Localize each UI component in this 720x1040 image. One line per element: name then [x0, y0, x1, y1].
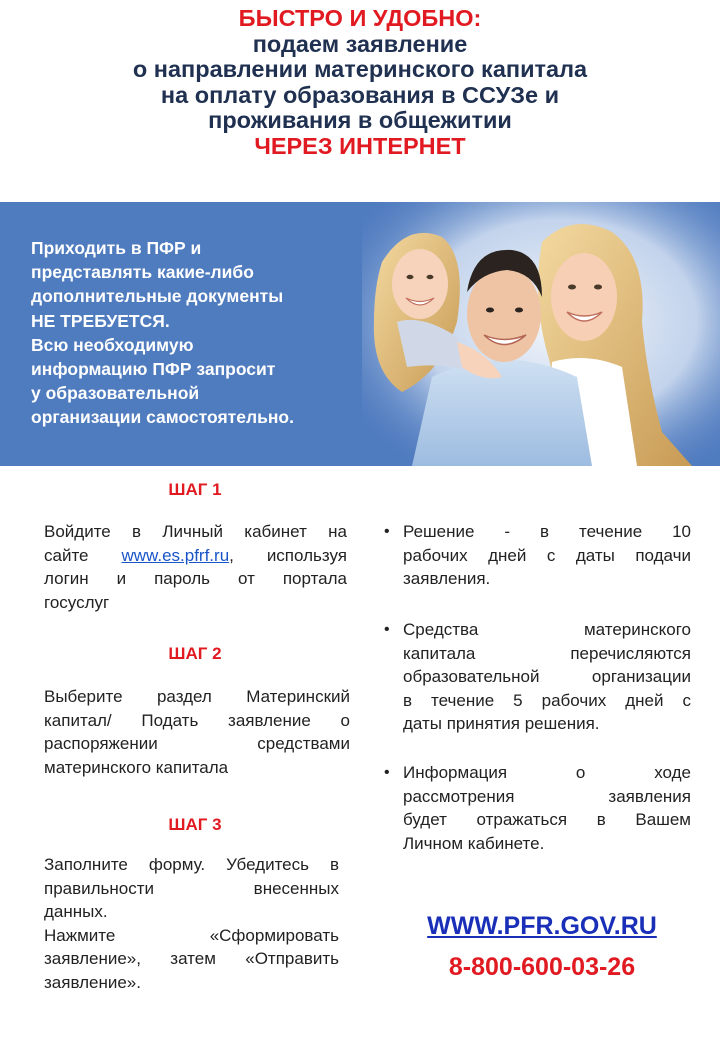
step-1-text [44, 520, 347, 614]
hotline-phone: 8-800-600-03-26 [448, 953, 636, 981]
step-1-line: логин и пароль от портала [44, 569, 347, 588]
bullet-dot-icon: • [384, 621, 390, 638]
bullet-line: заявления. [403, 569, 491, 588]
banner-line: у образовательной [31, 383, 200, 404]
step-2-line: материнского капитала [44, 757, 229, 777]
step-3-line: заявление», затем «Отправить [44, 949, 339, 968]
step-1-line: Войдите в Личный кабинет на [44, 522, 347, 541]
bullet-item-decision [384, 520, 691, 591]
bullet-line: рабочих дней с даты подачи [403, 545, 691, 565]
step-3-line: данных. [44, 902, 108, 921]
bullet-line: Решение - в течение 10 [403, 522, 691, 541]
header-line: подаем заявление [252, 30, 468, 57]
bullet-line: Средства материнского [403, 620, 691, 639]
bullet-line: будет отражаться в Вашем [403, 810, 691, 829]
banner-line: НЕ ТРЕБУЕТСЯ. [31, 310, 170, 331]
header-line: проживания в общежитии [208, 107, 512, 133]
bullet-dot-icon: • [384, 764, 390, 781]
banner-line: дополнительные документы [31, 286, 284, 307]
step-3-line: заявление». [44, 972, 141, 992]
banner-line: представлять какие-либо [31, 262, 254, 283]
header-line: о направлении материнского капитала [132, 56, 588, 82]
step-2-line: Выберите раздел Материнский [44, 687, 350, 706]
family-photo [362, 202, 720, 466]
step-1-title: ШАГ 1 [168, 480, 222, 499]
step-3-line: Заполните форму. Убедитесь в [44, 855, 339, 874]
step-3-text [44, 853, 339, 994]
step-3-title: ШАГ 3 [168, 815, 222, 834]
header [0, 6, 720, 159]
bullet-line: даты принятия решения. [403, 714, 600, 733]
info-banner [0, 202, 720, 466]
bullet-line: Информация о ходе [403, 763, 691, 782]
banner-line: информацию ПФР запросит [31, 359, 276, 380]
step-3-line: правильности внесенных [44, 878, 339, 898]
step-1-line: госуслуг [44, 592, 110, 612]
step-3-line: Нажмите «Сформировать [44, 925, 339, 945]
header-line: на оплату образования в ССУЗе и [160, 81, 560, 108]
header-subtitle: ЧЕРЕЗ ИНТЕРНЕТ [254, 132, 466, 159]
bullet-item-info [384, 761, 691, 855]
step-2-text [44, 685, 350, 779]
pfr-cabinet-link[interactable]: www.es.pfrf.ru [121, 545, 230, 565]
banner-line: Всю необходимую [31, 334, 194, 355]
banner-line: Приходить в ПФР и [31, 238, 202, 258]
bullet-line: образовательной организации [403, 667, 691, 686]
bullet-item-funds [384, 618, 691, 736]
header-title: БЫСТРО И УДОБНО: [238, 5, 482, 31]
bullet-line: Личном кабинете. [403, 833, 545, 853]
bullet-line: капитала перечисляются [403, 643, 691, 663]
step-1-line: , используя [229, 545, 347, 565]
bullet-line: рассмотрения заявления [403, 786, 691, 806]
step-1-line: сайте [44, 545, 89, 565]
step-1-line-with-link [44, 544, 347, 568]
bullet-line: в течение 5 рабочих дней с [403, 690, 691, 710]
step-2-title: ШАГ 2 [168, 644, 222, 663]
banner-line: организации самостоятельно. [31, 407, 294, 428]
banner-text [31, 236, 371, 430]
step-2-line: капитал/ Подать заявление о [44, 710, 350, 730]
step-2-line: распоряжении средствами [44, 734, 350, 753]
pfr-website-link[interactable]: WWW.PFR.GOV.RU [427, 912, 657, 940]
bullet-dot-icon: • [384, 523, 390, 540]
